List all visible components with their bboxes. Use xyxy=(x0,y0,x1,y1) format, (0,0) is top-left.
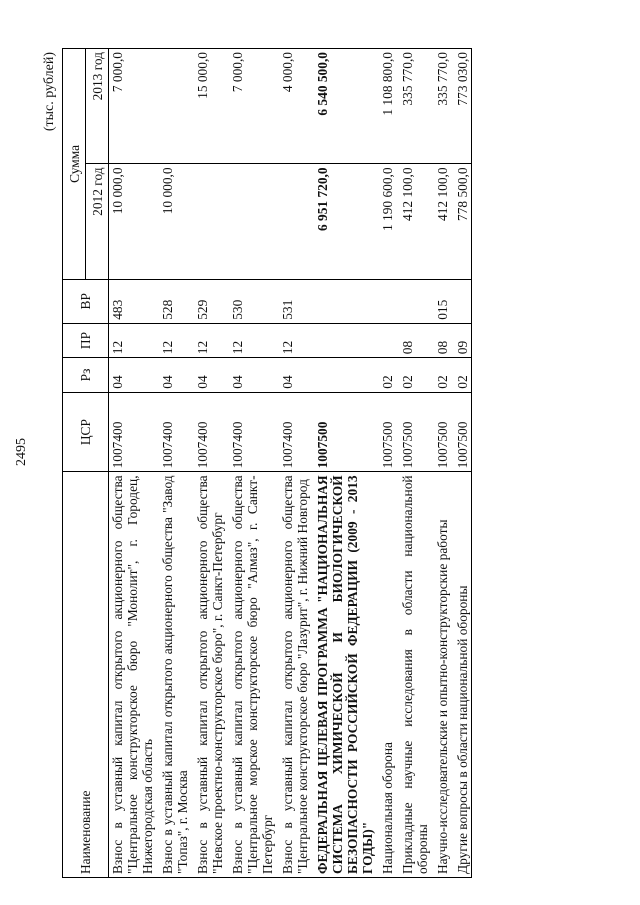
row-amount-2012: 1 190 600,0 xyxy=(376,164,396,279)
row-amount-2012: 412 100,0 xyxy=(396,164,431,279)
row-vr: 531 xyxy=(276,279,311,323)
row-name: Взнос в уставный капитал открытого акционерного общества "Невское проектно-конструкторское бюро", г. Санкт-Петербург xyxy=(191,472,226,878)
row-vr: 015 xyxy=(431,279,451,323)
row-name: Научно-исследовательские и опытно-конструкторские работы xyxy=(431,472,451,878)
row-amount-2012: 6 951 720,0 xyxy=(311,164,376,279)
row-csr: 1007500 xyxy=(376,392,396,472)
row-name: Взнос в уставный капитал открытого акционерного общества "Центральное конструкторское бюро "Монолит", г. Городец, Нижегородская область xyxy=(109,472,157,878)
row-pr xyxy=(376,323,396,357)
row-pr: 12 xyxy=(109,323,157,357)
row-rz: 02 xyxy=(431,358,451,392)
row-amount-2012: 10 000,0 xyxy=(109,164,157,279)
row-amount-2013: 335 770,0 xyxy=(396,49,431,164)
row-vr xyxy=(451,279,472,323)
row-vr: 528 xyxy=(156,279,191,323)
row-vr xyxy=(311,279,376,323)
row-amount-2013: 335 770,0 xyxy=(431,49,451,164)
row-pr: 12 xyxy=(156,323,191,357)
row-rz: 04 xyxy=(191,358,226,392)
row-amount-2012 xyxy=(191,164,226,279)
row-name: Взнос в уставный капитал открытого акционерного общества "Центральное морское конструкторское бюро "Алмаз", г. Санкт-Петербург xyxy=(226,472,276,878)
header-vr: ВР xyxy=(63,279,109,323)
row-rz: 02 xyxy=(451,358,472,392)
row-name: ФЕДЕРАЛЬНАЯ ЦЕЛЕВАЯ ПРОГРАММА "НАЦИОНАЛЬНАЯ СИСТЕМА ХИМИЧЕСКОЙ И БИОЛОГИЧЕСКОЙ БЕЗОПАСНОСТИ РОССИЙСКОЙ ФЕДЕРАЦИИ (2009 - 2013 ГОДЫ)" xyxy=(311,472,376,878)
row-name: Взнос в уставный капитал открытого акционерного общества "Центральное конструкторское бюро "Лазурит", г. Нижний Новгород xyxy=(276,472,311,878)
table-row xyxy=(451,49,472,878)
row-csr: 1007500 xyxy=(396,392,431,472)
row-csr: 1007500 xyxy=(431,392,451,472)
row-amount-2013: 15 000,0 xyxy=(191,49,226,164)
header-rz: Рз xyxy=(63,358,109,392)
row-rz: 04 xyxy=(226,358,276,392)
header-name: Наименование xyxy=(63,472,109,878)
row-vr: 530 xyxy=(226,279,276,323)
row-pr: 12 xyxy=(191,323,226,357)
row-pr: 09 xyxy=(451,323,472,357)
row-amount-2012: 10 000,0 xyxy=(156,164,191,279)
row-pr: 08 xyxy=(431,323,451,357)
units-label: (тыс. рублей) xyxy=(42,52,57,132)
row-amount-2012: 778 500,0 xyxy=(451,164,472,279)
row-amount-2013: 6 540 500,0 xyxy=(311,49,376,164)
table-row xyxy=(226,49,276,878)
header-sum: Сумма xyxy=(63,49,86,280)
table-row xyxy=(191,49,226,878)
row-pr xyxy=(311,323,376,357)
table-row xyxy=(156,49,191,878)
row-csr: 1007400 xyxy=(191,392,226,472)
row-csr: 1007400 xyxy=(156,392,191,472)
row-amount-2012 xyxy=(226,164,276,279)
header-pr: ПР xyxy=(63,323,109,357)
table-row xyxy=(311,49,376,878)
row-amount-2012: 412 100,0 xyxy=(431,164,451,279)
row-pr: 12 xyxy=(276,323,311,357)
header-2012: 2012 год xyxy=(86,164,109,279)
row-amount-2013: 1 108 800,0 xyxy=(376,49,396,164)
row-rz: 02 xyxy=(396,358,431,392)
row-vr: 483 xyxy=(109,279,157,323)
row-csr: 1007400 xyxy=(226,392,276,472)
row-rz: 04 xyxy=(109,358,157,392)
row-name: Другие вопросы в области национальной обороны xyxy=(451,472,472,878)
row-vr: 529 xyxy=(191,279,226,323)
header-2013: 2013 год xyxy=(86,49,109,164)
budget-table-rotated xyxy=(42,48,607,878)
row-amount-2013: 4 000,0 xyxy=(276,49,311,164)
table-row xyxy=(276,49,311,878)
row-name: Взнос в уставный капитал открытого акционерного общества "Завод "Топаз", г. Москва xyxy=(156,472,191,878)
row-amount-2013: 773 030,0 xyxy=(451,49,472,164)
row-csr: 1007500 xyxy=(311,392,376,472)
header-csr: ЦСР xyxy=(63,392,109,472)
page-number: 2495 xyxy=(14,438,29,466)
row-csr: 1007400 xyxy=(109,392,157,472)
row-rz xyxy=(311,358,376,392)
budget-table xyxy=(62,48,472,878)
row-name: Прикладные научные исследования в области национальной обороны xyxy=(396,472,431,878)
row-amount-2013 xyxy=(156,49,191,164)
table-body xyxy=(109,49,472,878)
row-rz: 04 xyxy=(276,358,311,392)
row-vr xyxy=(376,279,396,323)
row-amount-2013: 7 000,0 xyxy=(226,49,276,164)
row-rz: 04 xyxy=(156,358,191,392)
table-row xyxy=(431,49,451,878)
row-amount-2012 xyxy=(276,164,311,279)
row-rz: 02 xyxy=(376,358,396,392)
row-amount-2013: 7 000,0 xyxy=(109,49,157,164)
row-name: Национальная оборона xyxy=(376,472,396,878)
row-vr xyxy=(396,279,431,323)
table-row xyxy=(376,49,396,878)
row-pr: 12 xyxy=(226,323,276,357)
row-csr: 1007500 xyxy=(451,392,472,472)
row-csr: 1007400 xyxy=(276,392,311,472)
table-row xyxy=(109,49,157,878)
page-number-strip xyxy=(0,0,44,905)
row-pr: 08 xyxy=(396,323,431,357)
table-row xyxy=(396,49,431,878)
